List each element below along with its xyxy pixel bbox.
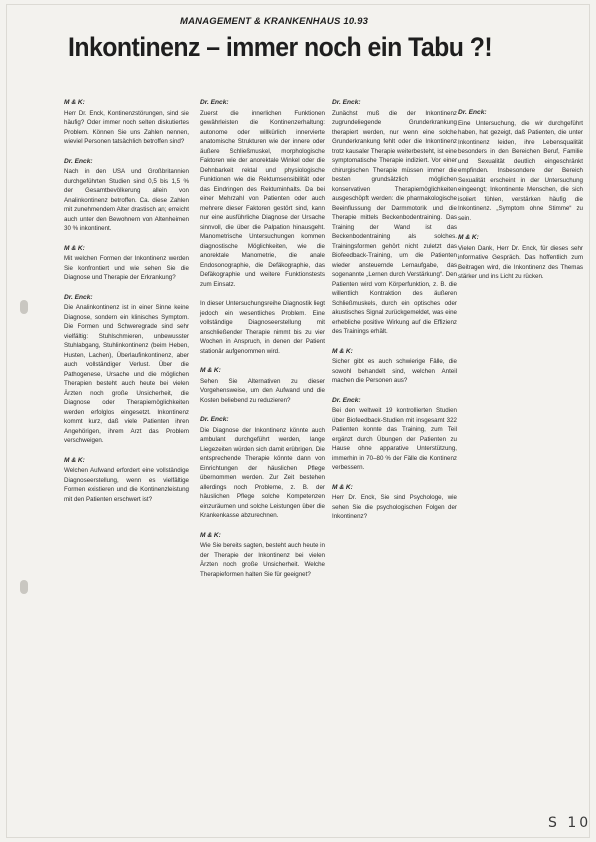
speaker-label: Dr. Enck: [64,293,93,301]
interview-block [200,299,325,356]
paragraph: Die Analinkontinenz ist in einer Sinne keine Diagnose, sondern ein klinisches Symptom. Die Formen und Schweregrade sind sehr vielfältig: Stuhlschmieren, unbewusster Stuhlabgang, Stuhlinkontinenz (beim Heben, Husten, Lachen), Überlaufinkontinenz, aber auch vollständiger Verlust. Über die Pathogenese, Ursache und die möglichen Therapien besteht auch heute bei vielen Ärzten noch große Unsicherheit, die Diagnose oder Therapiemöglichkeiten werden erfolglos eingesetzt. Inkontinenz kommt kurz, daß viele Patienten ihren Angehörigen, ihrem Arzt das Problem verschweigen. [64,304,189,444]
paragraph: Zuerst die innerlichen Funktionen gewährleisten die Kontinenzerhaltung: autonome oder willkürlich innervierte anatomische Strukturen wie der innere oder äußere Schließmuskel, morphologische Faktoren wie der anorektale Winkel oder die Dehnbarkeit rektal und physiologische Funktionen wie die Rektumsensibilität oder das Eindringen des Rektuminhalts. Da bei einer Mehrzahl von Patienten oder auch mehrere dieser Faktoren gestört sind, kann nur eine ausführliche Diagnose der Ursache sinnvoll, die über die Palpation hinausgeht. Manometrische Untersuchungen kommen diagnostische Möglichkeiten, wie die anorektale Manometrie, die anale Endosonographie, die Defäkographie, das Defäkographie und weitere Funktionstests zum Einsatz. [200,109,325,288]
interview-block [200,415,325,521]
speaker-label: M & K: [200,531,221,539]
speaker-label: M & K: [332,483,353,491]
interview-block [458,233,583,282]
text-column-2 [200,98,325,589]
text-column-3 [332,98,457,532]
speaker-label: Dr. Enck: [200,99,229,106]
publication-line: MANAGEMENT & KRANKENHAUS 10.93 [180,16,369,27]
paragraph: Welchen Aufwand erfordert eine vollständige Diagnoseerstellung, wenn es vielfältige Formen existieren und die Kontinenzleistung mit den Patienten erschwert ist? [64,467,189,503]
interview-block [64,244,189,283]
speaker-label: Dr. Enck: [458,109,487,116]
headline: Inkontinenz – immer noch ein Tabu ?! [68,32,493,62]
paragraph: Die Diagnose der Inkontinenz könnte auch ambulant durchgeführt werden, lange Liegezeiten würden sich damit erübrigen. Die entsprechende Therapie könnte dann von Einrichtungen der häuslichen Pflege übernommen werden. Zur Zeit bestehen allerdings noch Probleme, z. B. der häuslichen Pflege solche Kompetenzen einzuräumen und solche Leistungen über die Krankenkasse abzurechnen. [200,426,325,519]
text-column-4 [458,108,583,292]
paragraph: Sicher gibt es auch schwierige Fälle, die sowohl behandelt sind, welchen Anteil machen die Personen aus? [332,358,457,384]
speaker-label: M & K: [64,244,85,252]
interview-block [458,108,583,223]
paragraph: Vielen Dank, Herr Dr. Enck, für dieses sehr informative Gespräch. Das hoffentlich zum Beitragen wird, die Inkontinenz des Themas stärker und ins Licht zu rücken. [458,244,583,280]
paragraph: Nach in den USA und Großbritannien durchgeführten Studien sind 0,5 bis 1,5 % der Gesamtbevölkerung allein von Analinkontinenz betroffen. Ca. diese Zahlen mit zunehmendem Alter drastisch an; erreicht auch unter den Bewohnern von Altenheimen 30 % inkontinent. [64,168,189,232]
speaker-label: Dr. Enck: [332,396,361,404]
speaker-label: M & K: [332,347,353,355]
punch-hole-bottom [20,580,28,594]
interview-block [64,157,189,234]
interview-block [200,366,325,405]
paragraph: Eine Untersuchung, die wir durchgeführt haben, hat gezeigt, daß Patienten, die unter Inkontinenz leiden, ihre Lebensqualität besonders in den Bereichen Beruf, Familie und Sexualität deutlich eingeschränkt empfinden. Insbesondere der Bereich Sexualität erscheint in der Untersuchung eingeengt; Inkontinente Menschen, die sich isoliert fühlen, verstärken häufig die Inkontinenz. „Symptom ohne Stimme“ zu sein. [458,119,583,222]
interview-block [332,483,457,522]
interview-block [332,347,457,386]
paragraph: Sehen Sie Alternativen zu dieser Vorgehensweise, um den Aufwand und die Kosten beliebend zu reduzieren? [200,377,325,404]
paragraph: Bei den weltweit 19 kontrollierten Studien über Biofeedback-Studien mit insgesamt 322 Patienten konnte das Training, zum Teil ergänzt durch Übungen der Patienten zu Hause ohne apparative Unterstützung, immerhin in 70–80 % der Fälle die Kontinenz verbessern. [332,407,457,471]
paragraph: Zunächst muß die der Inkontinenz zugrundeliegende Grunderkrankung therapiert werden, nur wenn eine solche Grunderkrankung fehlt oder die Inkontinenz trotz kausaler Therapie weiterbesteht, ist eine symptomatische Therapie indiziert. Vor einer chirurgischen Therapie müssen immer die besten grundsätzlich möglichen konservativen Therapiemöglichkeiten ausgeschöpft werden: die pharmakologische Beeinflussung der Darmmotorik und die Therapie mittels Beckenbodentraining. Das Training der Wand ist das Beckenbodentraining als solches. Trainingsformen gehört nicht zuletzt das Biofeedback-Training, um die Patienten wieder ansteuernde Lernaufgabe, das sogenannte „Lernen durch Verstärkung“. Den Patienten wird vom Körperfunktion, z. B. die willentlich Kontraktion des äußeren Schließmuskels, durch ein optisches oder akustisches Signal zurückgemeldet, was eine erhebliche positive Wirkung auf die Effizienz des Trainings erhält. [332,109,457,335]
paragraph: Mit welchen Formen der Inkontinenz werden Sie konfrontiert und wie sehen Sie die Diagnose und Therapie der Erkrankung? [64,255,189,281]
paragraph: Wie Sie bereits sagten, besteht auch heute in der Therapie der Inkontinenz bei vielen Ärzten noch große Unsicherheit. Welche Therapieformen halten Sie für geeignet? [200,542,325,578]
paragraph: In dieser Untersuchungsreihe Diagnostik liegt jedoch ein wesentliches Problem. Eine vollständige Diagnoseerstellung mit anschließender Therapie nimmt bis zu vier Wochen in Anspruch, in denen der Patient stationär aufgenommen wird. [200,300,325,355]
interview-block [332,98,457,337]
speaker-label: M & K: [458,234,479,241]
speaker-label: M & K: [64,456,85,464]
speaker-label: Dr. Enck: [64,157,93,165]
interview-block [200,531,325,580]
interview-block [64,98,189,147]
handwritten-page-number: S 10 [548,815,592,831]
interview-block [332,396,457,473]
interview-block [64,456,189,505]
speaker-label: M & K: [64,99,85,106]
speaker-label: Dr. Enck: [332,99,361,106]
paragraph: Herr Dr. Enck, Kontinenzstörungen, sind sie häufig? Oder immer noch selten diskutiertes Problem. Können Sie uns Zahlen nennen, wieviel Personen tatsächlich betroffen sind? [64,109,189,145]
speaker-label: M & K: [200,367,221,374]
paragraph: Herr Dr. Enck, Sie sind Psychologe, wie sehen Sie die psychologischen Folgen der Inkontinenz? [332,494,457,520]
speaker-label: Dr. Enck: [200,416,229,423]
interview-block [64,293,189,446]
text-column-1 [64,98,189,514]
interview-block [200,98,325,289]
punch-hole-top [20,300,28,314]
